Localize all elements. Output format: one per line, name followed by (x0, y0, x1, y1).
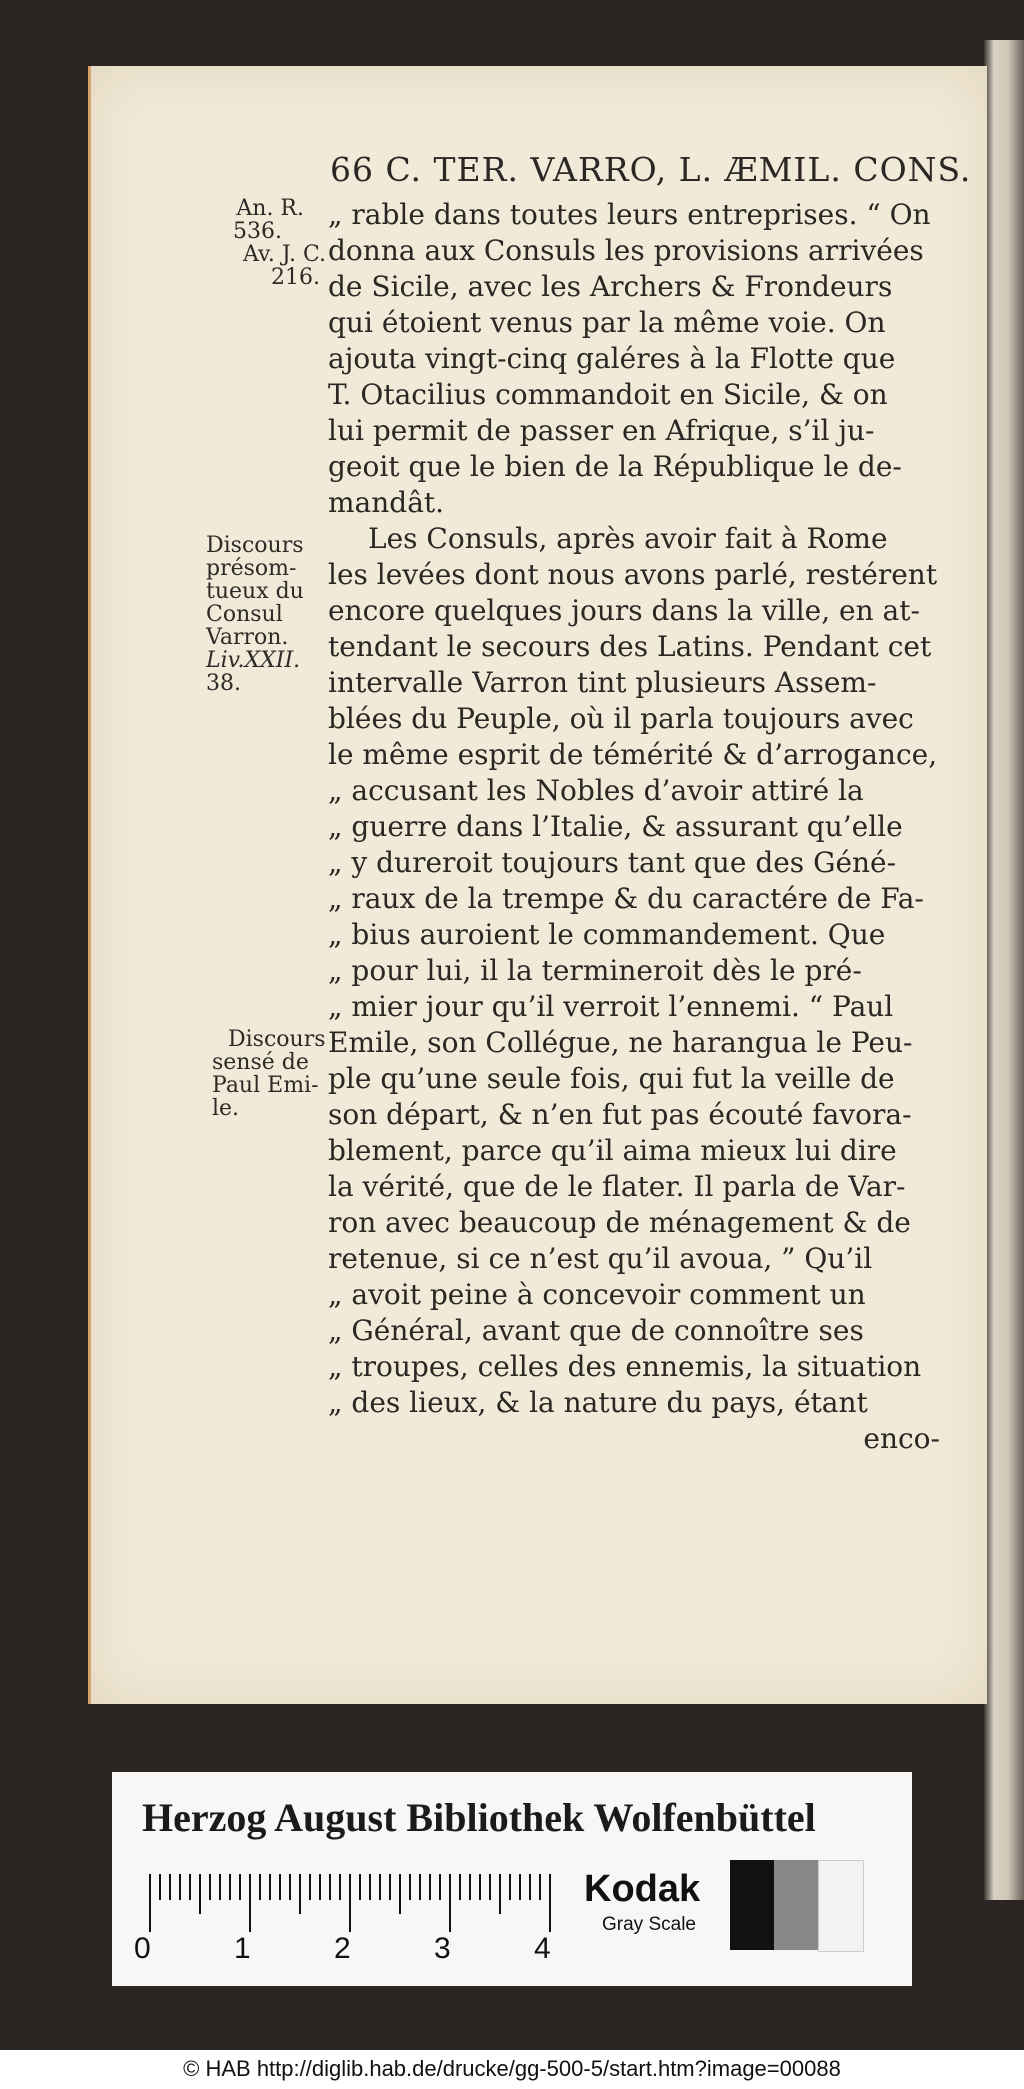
text-line: blées du Peuple, où il parla toujours avec (328, 702, 914, 735)
body-text (328, 197, 940, 1457)
gray-patch (774, 1860, 818, 1950)
text-line: „ des lieux, & la nature du pays, étant (328, 1386, 868, 1419)
margin-line: Liv.XXII. (206, 648, 301, 673)
ruler-number: 0 (134, 1932, 151, 1965)
adjacent-page-edge (984, 40, 1024, 1900)
text-line: „ raux de la trempe & du caractére de Fa- (328, 882, 924, 915)
text-line: son départ, & n’en fut pas écouté favora- (328, 1098, 912, 1131)
text-line: ple qu’une seule fois, qui fut la veille de (328, 1062, 895, 1095)
text-line: „ troupes, celles des ennemis, la situation (328, 1350, 922, 1383)
ruler-number: 1 (234, 1932, 251, 1965)
text-line: qui étoient venus par la même voie. On (328, 306, 886, 339)
catchword: enco- (863, 1422, 940, 1455)
margin-line: 38. (206, 671, 241, 696)
margin-line: tueux du (206, 579, 304, 604)
margin-line: Discours (228, 1027, 326, 1052)
library-name: Herzog August Bibliothek Wolfenbüttel (142, 1795, 816, 1840)
text-line: lui permit de passer en Afrique, s’il ju- (328, 414, 875, 447)
ruler-number: 4 (534, 1932, 551, 1965)
text-line: donna aux Consuls les provisions arrivées (328, 234, 924, 267)
gray-scale-patches (730, 1860, 864, 1950)
text-line: geoit que le bien de la République le de- (328, 450, 902, 483)
text-line: retenue, si ce n’est qu’il avoua, ” Qu’il (328, 1242, 873, 1275)
text-line: „ bius auroient le commandement. Que (328, 918, 886, 951)
text-line: „ guerre dans l’Italie, & assurant qu’elle (328, 810, 903, 843)
text-line: „ accusant les Nobles d’avoir attiré la (328, 774, 864, 807)
ruler-scale (140, 1874, 580, 1934)
text-line: Emile, son Collégue, ne harangua le Peu- (328, 1026, 913, 1059)
text-line: blement, parce qu’il aima mieux lui dire (328, 1134, 897, 1167)
margin-note-paul-emile (212, 1028, 326, 1120)
margin-line: 536. (233, 219, 282, 244)
text-line: „ mier jour qu’il verroit l’ennemi. “ Paul (328, 990, 894, 1023)
text-line: ron avec beaucoup de ménagement & de (328, 1206, 911, 1239)
margin-line: Consul (206, 602, 283, 627)
margin-note-varron (206, 534, 304, 695)
margin-line: présom- (206, 556, 297, 581)
text-line: Les Consuls, après avoir fait à Rome (368, 522, 888, 555)
text-line: encore quelques jours dans la ville, en at- (328, 594, 920, 627)
text-line: ajouta vingt-cinq galéres à la Flotte que (328, 342, 896, 375)
margin-line: sensé de (212, 1050, 309, 1075)
margin-note-date (206, 197, 326, 289)
margin-line: Av. J. C. (243, 242, 326, 267)
text-line: de Sicile, avec les Archers & Frondeurs (328, 270, 893, 303)
text-line: intervalle Varron tint plusieurs Assem- (328, 666, 877, 699)
color-scale-card (112, 1772, 912, 1986)
text-line: „ pour lui, il la termineroit dès le pré- (328, 954, 862, 987)
gray-scale-label: Gray Scale (602, 1914, 696, 1935)
text-line: tendant le secours des Latins. Pendant cet (328, 630, 932, 663)
kodak-logo: Kodak (584, 1868, 701, 1910)
text-line: T. Otacilius commandoit en Sicile, & on (328, 378, 888, 411)
margin-line: 216. (271, 265, 320, 290)
gray-patch (818, 1860, 864, 1952)
margin-line: le. (212, 1096, 240, 1121)
ruler-number: 3 (434, 1932, 451, 1965)
text-line: la vérité, que de le flater. Il parla de Var- (328, 1170, 906, 1203)
running-header: 66 C. TER. VARRO, L. ÆMIL. CONS. (330, 150, 972, 189)
text-line: le même esprit de témérité & d’arrogance, (328, 738, 938, 771)
text-line: „ Général, avant que de connoître ses (328, 1314, 864, 1347)
copyright-url: © HAB http://diglib.hab.de/drucke/gg-500-5/start.htm?image=00088 (183, 2056, 841, 2081)
margin-line: An. R. (236, 196, 304, 221)
ruler-number: 2 (334, 1932, 351, 1965)
text-line: mandât. (328, 486, 445, 519)
margin-line: Paul Emi- (212, 1073, 319, 1098)
text-line: „ y dureroit toujours tant que des Géné- (328, 846, 897, 879)
margin-line: Varron. (206, 625, 289, 650)
text-line: „ avoit peine à concevoir comment un (328, 1278, 866, 1311)
text-line: les levées dont nous avons parlé, restérent (328, 558, 938, 591)
text-line: „ rable dans toutes leurs entreprises. “ On (328, 198, 931, 231)
margin-line: Discours (206, 533, 304, 558)
gray-patch (730, 1860, 774, 1950)
